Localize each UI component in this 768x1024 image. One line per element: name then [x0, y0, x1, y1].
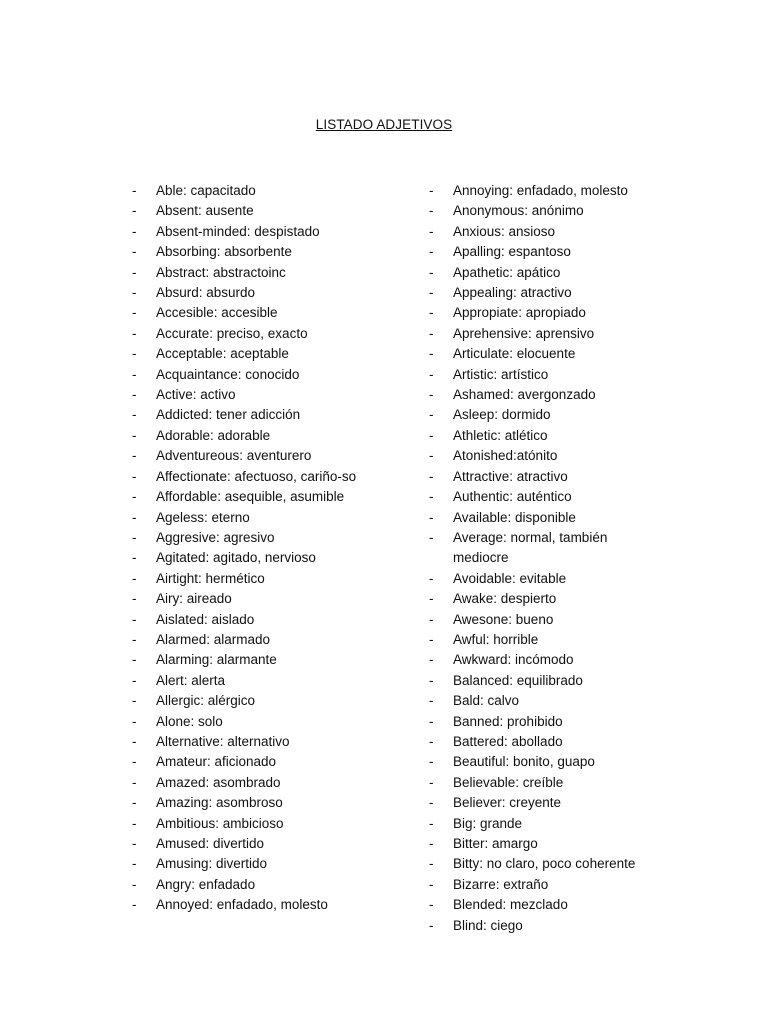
list-item	[132, 610, 402, 630]
adjective-entry: Beautiful: bonito, guapo	[453, 754, 595, 770]
adjective-entry: Alarming: alarmante	[156, 652, 277, 668]
list-item	[132, 446, 402, 466]
adjective-entry: Appealing: atractivo	[453, 285, 572, 301]
bullet-dash: -	[132, 754, 137, 770]
adjective-entry: Alternative: alternativo	[156, 733, 290, 749]
list-item	[429, 814, 699, 834]
bullet-dash: -	[429, 427, 434, 443]
adjective-entry: Awful: horrible	[453, 631, 539, 647]
adjective-entry: Addicted: tener adicción	[156, 407, 301, 423]
bullet-dash: -	[132, 652, 137, 668]
adjective-entry: Amazing: asombroso	[156, 795, 283, 811]
adjective-entry: Able: capacitado	[156, 183, 256, 198]
adjective-entry: Annoying: enfadado, molesto	[453, 183, 628, 198]
list-item	[429, 528, 699, 569]
left-word-list	[132, 181, 402, 916]
bullet-dash: -	[429, 223, 434, 239]
bullet-dash: -	[132, 366, 137, 382]
adjective-entry: Alarmed: alarmado	[156, 631, 271, 647]
adjective-entry: Absent: ausente	[156, 203, 254, 219]
bullet-dash: -	[429, 285, 434, 301]
adjective-entry: Anxious: ansioso	[453, 223, 556, 239]
bullet-dash: -	[429, 672, 434, 688]
list-item	[132, 650, 402, 670]
bullet-dash: -	[132, 631, 137, 647]
adjective-entry: Adventureous: aventurero	[156, 448, 312, 464]
bullet-dash: -	[429, 387, 434, 403]
adjective-entry: Avoidable: evitable	[453, 570, 567, 586]
list-item	[132, 793, 402, 813]
bullet-dash: -	[132, 876, 137, 892]
adjective-entry: Alert: alerta	[156, 672, 226, 688]
list-item	[429, 691, 699, 711]
adjective-entry: Ambitious: ambicioso	[156, 815, 284, 831]
adjective-entry: Accurate: preciso, exacto	[156, 325, 308, 341]
adjective-entry: Bitter: amargo	[453, 836, 538, 851]
adjective-entry: Believer: creyente	[453, 795, 562, 811]
adjective-entry: Accesible: accesible	[156, 305, 278, 321]
list-item	[132, 303, 402, 323]
adjective-entry: Amateur: aficionado	[156, 754, 277, 770]
bullet-dash: -	[429, 917, 434, 933]
bullet-dash: -	[429, 815, 434, 831]
bullet-dash: -	[429, 203, 434, 219]
adjective-entry: Available: disponible	[453, 509, 576, 525]
list-item	[429, 303, 699, 323]
list-item	[132, 283, 402, 303]
list-item	[429, 589, 699, 609]
list-item	[132, 895, 402, 915]
list-item	[132, 569, 402, 589]
list-item	[132, 528, 402, 548]
bullet-dash: -	[429, 774, 434, 790]
list-item	[132, 385, 402, 405]
list-item	[429, 263, 699, 283]
adjective-entry: Absurd: absurdo	[156, 285, 256, 301]
bullet-dash: -	[429, 591, 434, 607]
adjective-entry: Allergic: alérgico	[156, 693, 256, 709]
bullet-dash: -	[429, 346, 434, 362]
bullet-dash: -	[429, 183, 434, 198]
list-item	[132, 875, 402, 895]
adjective-entry: Acquaintance: conocido	[156, 366, 300, 382]
list-item	[132, 589, 402, 609]
list-item	[429, 569, 699, 589]
adjective-entry: Artistic: artístico	[453, 366, 549, 382]
list-item	[132, 508, 402, 528]
bullet-dash: -	[132, 325, 137, 341]
list-item	[132, 834, 402, 854]
list-item	[132, 365, 402, 385]
list-item	[132, 752, 402, 772]
bullet-dash: -	[132, 550, 137, 566]
list-item	[132, 732, 402, 752]
list-item	[132, 344, 402, 364]
adjective-entry: Average: normal, también mediocre	[453, 529, 608, 566]
adjective-entry: Battered: abollado	[453, 733, 563, 749]
bullet-dash: -	[132, 897, 137, 913]
adjective-entry: Banned: prohibido	[453, 713, 563, 729]
list-item	[132, 405, 402, 425]
list-item	[429, 508, 699, 528]
page-title: LISTADO ADJETIVOS	[315, 117, 453, 132]
bullet-dash: -	[429, 244, 434, 260]
bullet-dash: -	[429, 856, 434, 872]
list-item	[429, 773, 699, 793]
bullet-dash: -	[429, 325, 434, 341]
list-item	[429, 487, 699, 507]
list-item	[429, 610, 699, 630]
list-item	[132, 630, 402, 650]
list-item	[429, 916, 699, 936]
bullet-dash: -	[429, 611, 434, 627]
list-item	[429, 671, 699, 691]
bullet-dash: -	[429, 897, 434, 913]
adjective-entry: Attractive: atractivo	[453, 468, 568, 484]
bullet-dash: -	[429, 693, 434, 709]
adjective-entry: Airy: aireado	[156, 591, 232, 607]
adjective-entry: Blind: ciego	[453, 917, 523, 933]
adjective-entry: Agitated: agitado, nervioso	[156, 550, 316, 566]
bullet-dash: -	[429, 754, 434, 770]
list-item	[132, 324, 402, 344]
list-item	[132, 487, 402, 507]
list-item	[429, 895, 699, 915]
bullet-dash: -	[132, 795, 137, 811]
bullet-dash: -	[429, 733, 434, 749]
adjective-entry: Blended: mezclado	[453, 897, 568, 913]
bullet-dash: -	[132, 774, 137, 790]
adjective-entry: Apalling: espantoso	[453, 244, 571, 260]
list-item	[429, 630, 699, 650]
bullet-dash: -	[132, 509, 137, 525]
list-item	[132, 691, 402, 711]
list-item	[429, 834, 699, 854]
list-item	[429, 365, 699, 385]
adjective-entry: Aislated: aislado	[156, 611, 255, 627]
adjective-entry: Affectionate: afectuoso, cariño-so	[156, 468, 357, 484]
bullet-dash: -	[132, 856, 137, 872]
adjective-entry: Alone: solo	[156, 713, 223, 729]
bullet-dash: -	[132, 387, 137, 403]
list-item	[132, 467, 402, 487]
list-item	[132, 854, 402, 874]
bullet-dash: -	[132, 427, 137, 443]
adjective-entry: Awesone: bueno	[453, 611, 554, 627]
bullet-dash: -	[429, 305, 434, 321]
list-item	[429, 283, 699, 303]
bullet-dash: -	[429, 836, 434, 851]
bullet-dash: -	[132, 223, 137, 239]
adjective-entry: Big: grande	[453, 815, 523, 831]
list-item	[429, 752, 699, 772]
bullet-dash: -	[132, 285, 137, 301]
adjective-entry: Athletic: atlético	[453, 427, 548, 443]
bullet-dash: -	[429, 264, 434, 280]
adjective-entry: Absent-minded: despistado	[156, 223, 320, 239]
list-item	[132, 773, 402, 793]
list-item	[132, 263, 402, 283]
adjective-entry: Bitty: no claro, poco coherente	[453, 856, 636, 872]
bullet-dash: -	[132, 244, 137, 260]
list-item	[429, 793, 699, 813]
bullet-dash: -	[429, 448, 434, 464]
adjective-entry: Bizarre: extraño	[453, 876, 549, 892]
adjective-entry: Adorable: adorable	[156, 427, 271, 443]
adjective-entry: Anonymous: anónimo	[453, 203, 584, 219]
bullet-dash: -	[132, 591, 137, 607]
list-item	[429, 732, 699, 752]
adjective-entry: Annoyed: enfadado, molesto	[156, 897, 328, 913]
adjective-entry: Amazed: asombrado	[156, 774, 281, 790]
adjective-entry: Absorbing: absorbente	[156, 244, 292, 260]
adjective-entry: Ashamed: avergonzado	[453, 387, 596, 403]
adjective-entry: Believable: creíble	[453, 774, 564, 790]
bullet-dash: -	[132, 836, 137, 851]
list-item	[429, 324, 699, 344]
bullet-dash: -	[132, 529, 137, 545]
adjective-entry: Asleep: dormido	[453, 407, 551, 423]
adjective-entry: Amusing: divertido	[156, 856, 268, 872]
bullet-dash: -	[132, 672, 137, 688]
list-item	[429, 344, 699, 364]
adjective-entry: Appropiate: apropiado	[453, 305, 586, 321]
adjective-entry: Angry: enfadado	[156, 876, 256, 892]
bullet-dash: -	[429, 570, 434, 586]
bullet-dash: -	[132, 448, 137, 464]
adjective-entry: Balanced: equilibrado	[453, 672, 583, 688]
bullet-dash: -	[132, 733, 137, 749]
bullet-dash: -	[429, 407, 434, 423]
bullet-dash: -	[429, 468, 434, 484]
adjective-entry: Apathetic: apático	[453, 264, 561, 280]
list-item	[429, 242, 699, 262]
adjective-entry: Active: activo	[156, 387, 236, 403]
bullet-dash: -	[132, 815, 137, 831]
bullet-dash: -	[429, 489, 434, 505]
bullet-dash: -	[132, 407, 137, 423]
list-item	[429, 222, 699, 242]
bullet-dash: -	[429, 795, 434, 811]
list-item	[429, 446, 699, 466]
list-item	[132, 222, 402, 242]
bullet-dash: -	[132, 346, 137, 362]
list-item	[429, 875, 699, 895]
adjective-entry: Bald: calvo	[453, 693, 520, 709]
list-item	[132, 671, 402, 691]
bullet-dash: -	[132, 203, 137, 219]
adjective-entry: Authentic: auténtico	[453, 489, 572, 505]
adjective-entry: Awake: despierto	[453, 591, 557, 607]
adjective-entry: Awkward: incómodo	[453, 652, 574, 668]
adjective-entry: Aggresive: agresivo	[156, 529, 275, 545]
bullet-dash: -	[429, 366, 434, 382]
bullet-dash: -	[132, 489, 137, 505]
list-item	[429, 405, 699, 425]
bullet-dash: -	[132, 468, 137, 484]
list-item	[132, 712, 402, 732]
list-item	[132, 548, 402, 568]
adjective-entry: Abstract: abstractoinc	[156, 264, 286, 280]
list-item	[429, 385, 699, 405]
list-item	[429, 181, 699, 201]
list-item	[132, 426, 402, 446]
list-item	[429, 426, 699, 446]
bullet-dash: -	[429, 509, 434, 525]
list-item	[132, 201, 402, 221]
bullet-dash: -	[429, 713, 434, 729]
list-item	[132, 242, 402, 262]
list-item	[429, 712, 699, 732]
list-item	[429, 467, 699, 487]
right-word-list	[429, 181, 699, 936]
adjective-entry: Aprehensive: aprensivo	[453, 325, 595, 341]
bullet-dash: -	[132, 570, 137, 586]
bullet-dash: -	[429, 652, 434, 668]
bullet-dash: -	[429, 631, 434, 647]
bullet-dash: -	[132, 693, 137, 709]
adjective-entry: Atonished:atónito	[453, 448, 558, 464]
bullet-dash: -	[132, 713, 137, 729]
list-item	[429, 854, 699, 874]
adjective-entry: Affordable: asequible, asumible	[156, 489, 345, 505]
adjective-entry: Articulate: elocuente	[453, 346, 576, 362]
bullet-dash: -	[132, 264, 137, 280]
bullet-dash: -	[132, 611, 137, 627]
adjective-entry: Airtight: hermético	[156, 570, 265, 586]
list-item	[132, 181, 402, 201]
bullet-dash: -	[429, 876, 434, 892]
bullet-dash: -	[429, 529, 434, 545]
adjective-entry: Ageless: eterno	[156, 509, 250, 525]
list-item	[429, 201, 699, 221]
list-item	[429, 650, 699, 670]
list-item	[132, 814, 402, 834]
adjective-entry: Amused: divertido	[156, 836, 265, 851]
bullet-dash: -	[132, 183, 137, 198]
bullet-dash: -	[132, 305, 137, 321]
adjective-entry: Acceptable: aceptable	[156, 346, 289, 362]
